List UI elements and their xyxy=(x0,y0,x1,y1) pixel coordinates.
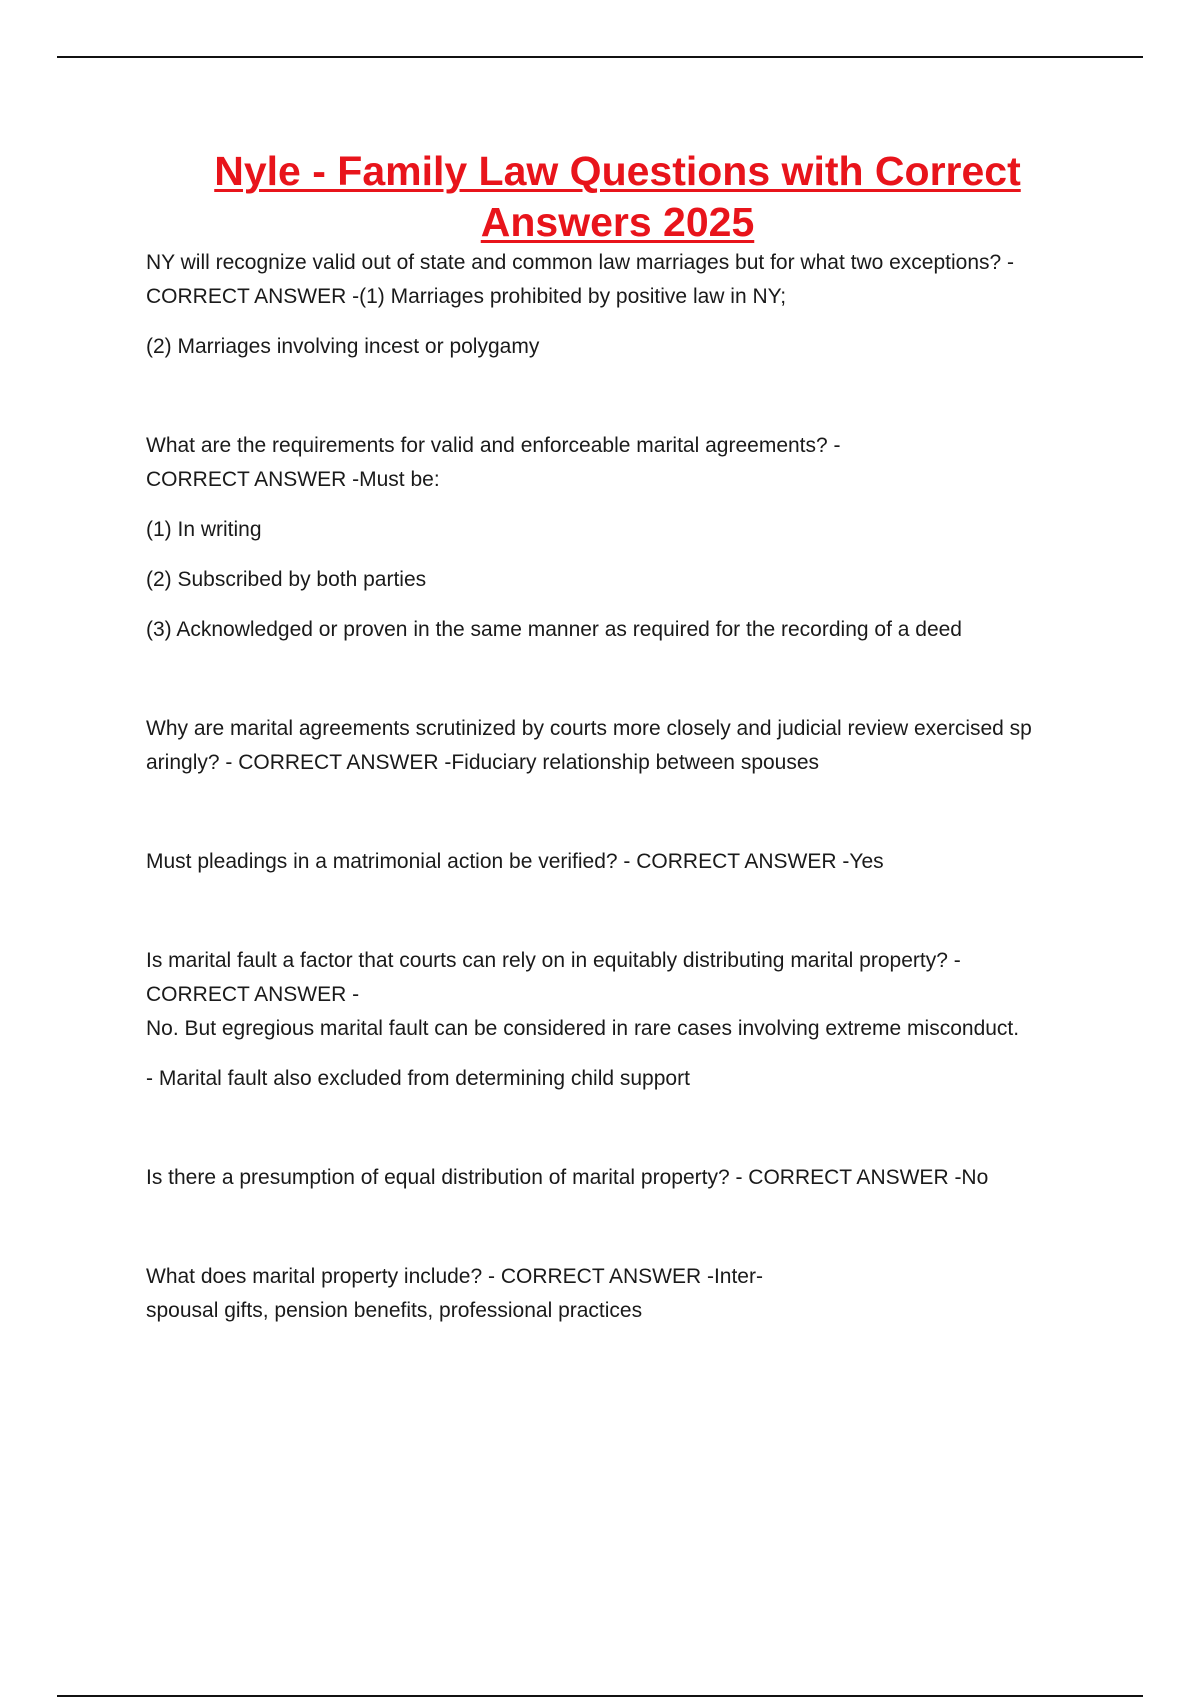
bottom-rule xyxy=(57,1695,1143,1697)
qa-2-line-3: (2) Subscribed by both parties xyxy=(146,568,427,591)
qa-1-question-answer: NY will recognize valid out of state and common law marriages but for what two exceptions? - CORRECT ANSWER -(1) Marriages prohibited by positive law in NY; xyxy=(146,251,1015,308)
title-line-1: Nyle - Family Law Questions with Correct xyxy=(214,148,1021,194)
qa-5-question-answer: Is marital fault a factor that courts can rely on in equitably distributing marital property? - CORRECT ANSWER - No. But egregious marital fault can be considered in rare cases involving extreme misconduct. xyxy=(146,949,1020,1040)
qa-7-question-answer: What does marital property include? - CORRECT ANSWER -Inter- spousal gifts, pension benefits, professional practices xyxy=(146,1265,763,1322)
qa-4-question-answer: Must pleadings in a matrimonial action be verified? - CORRECT ANSWER -Yes xyxy=(146,850,884,873)
document-title xyxy=(100,146,1135,248)
qa-5-line-2: - Marital fault also excluded from determining child support xyxy=(146,1067,690,1090)
qa-3-question-answer: Why are marital agreements scrutinized by courts more closely and judicial review exercised sp aringly? - CORRECT ANSWER -Fiduciary relationship between spouses xyxy=(146,717,1032,774)
qa-2-question-answer: What are the requirements for valid and enforceable marital agreements? - CORRECT ANSWER -Must be: xyxy=(146,434,841,491)
top-rule xyxy=(57,56,1143,58)
qa-2-line-2: (1) In writing xyxy=(146,518,262,541)
qa-6-question-answer: Is there a presumption of equal distribution of marital property? - CORRECT ANSWER -No xyxy=(146,1166,989,1189)
title-line-2: Answers 2025 xyxy=(480,199,755,245)
qa-1-line-2: (2) Marriages involving incest or polygamy xyxy=(146,335,540,358)
qa-content xyxy=(146,246,1146,1328)
qa-2-line-4: (3) Acknowledged or proven in the same manner as required for the recording of a deed xyxy=(146,618,962,641)
